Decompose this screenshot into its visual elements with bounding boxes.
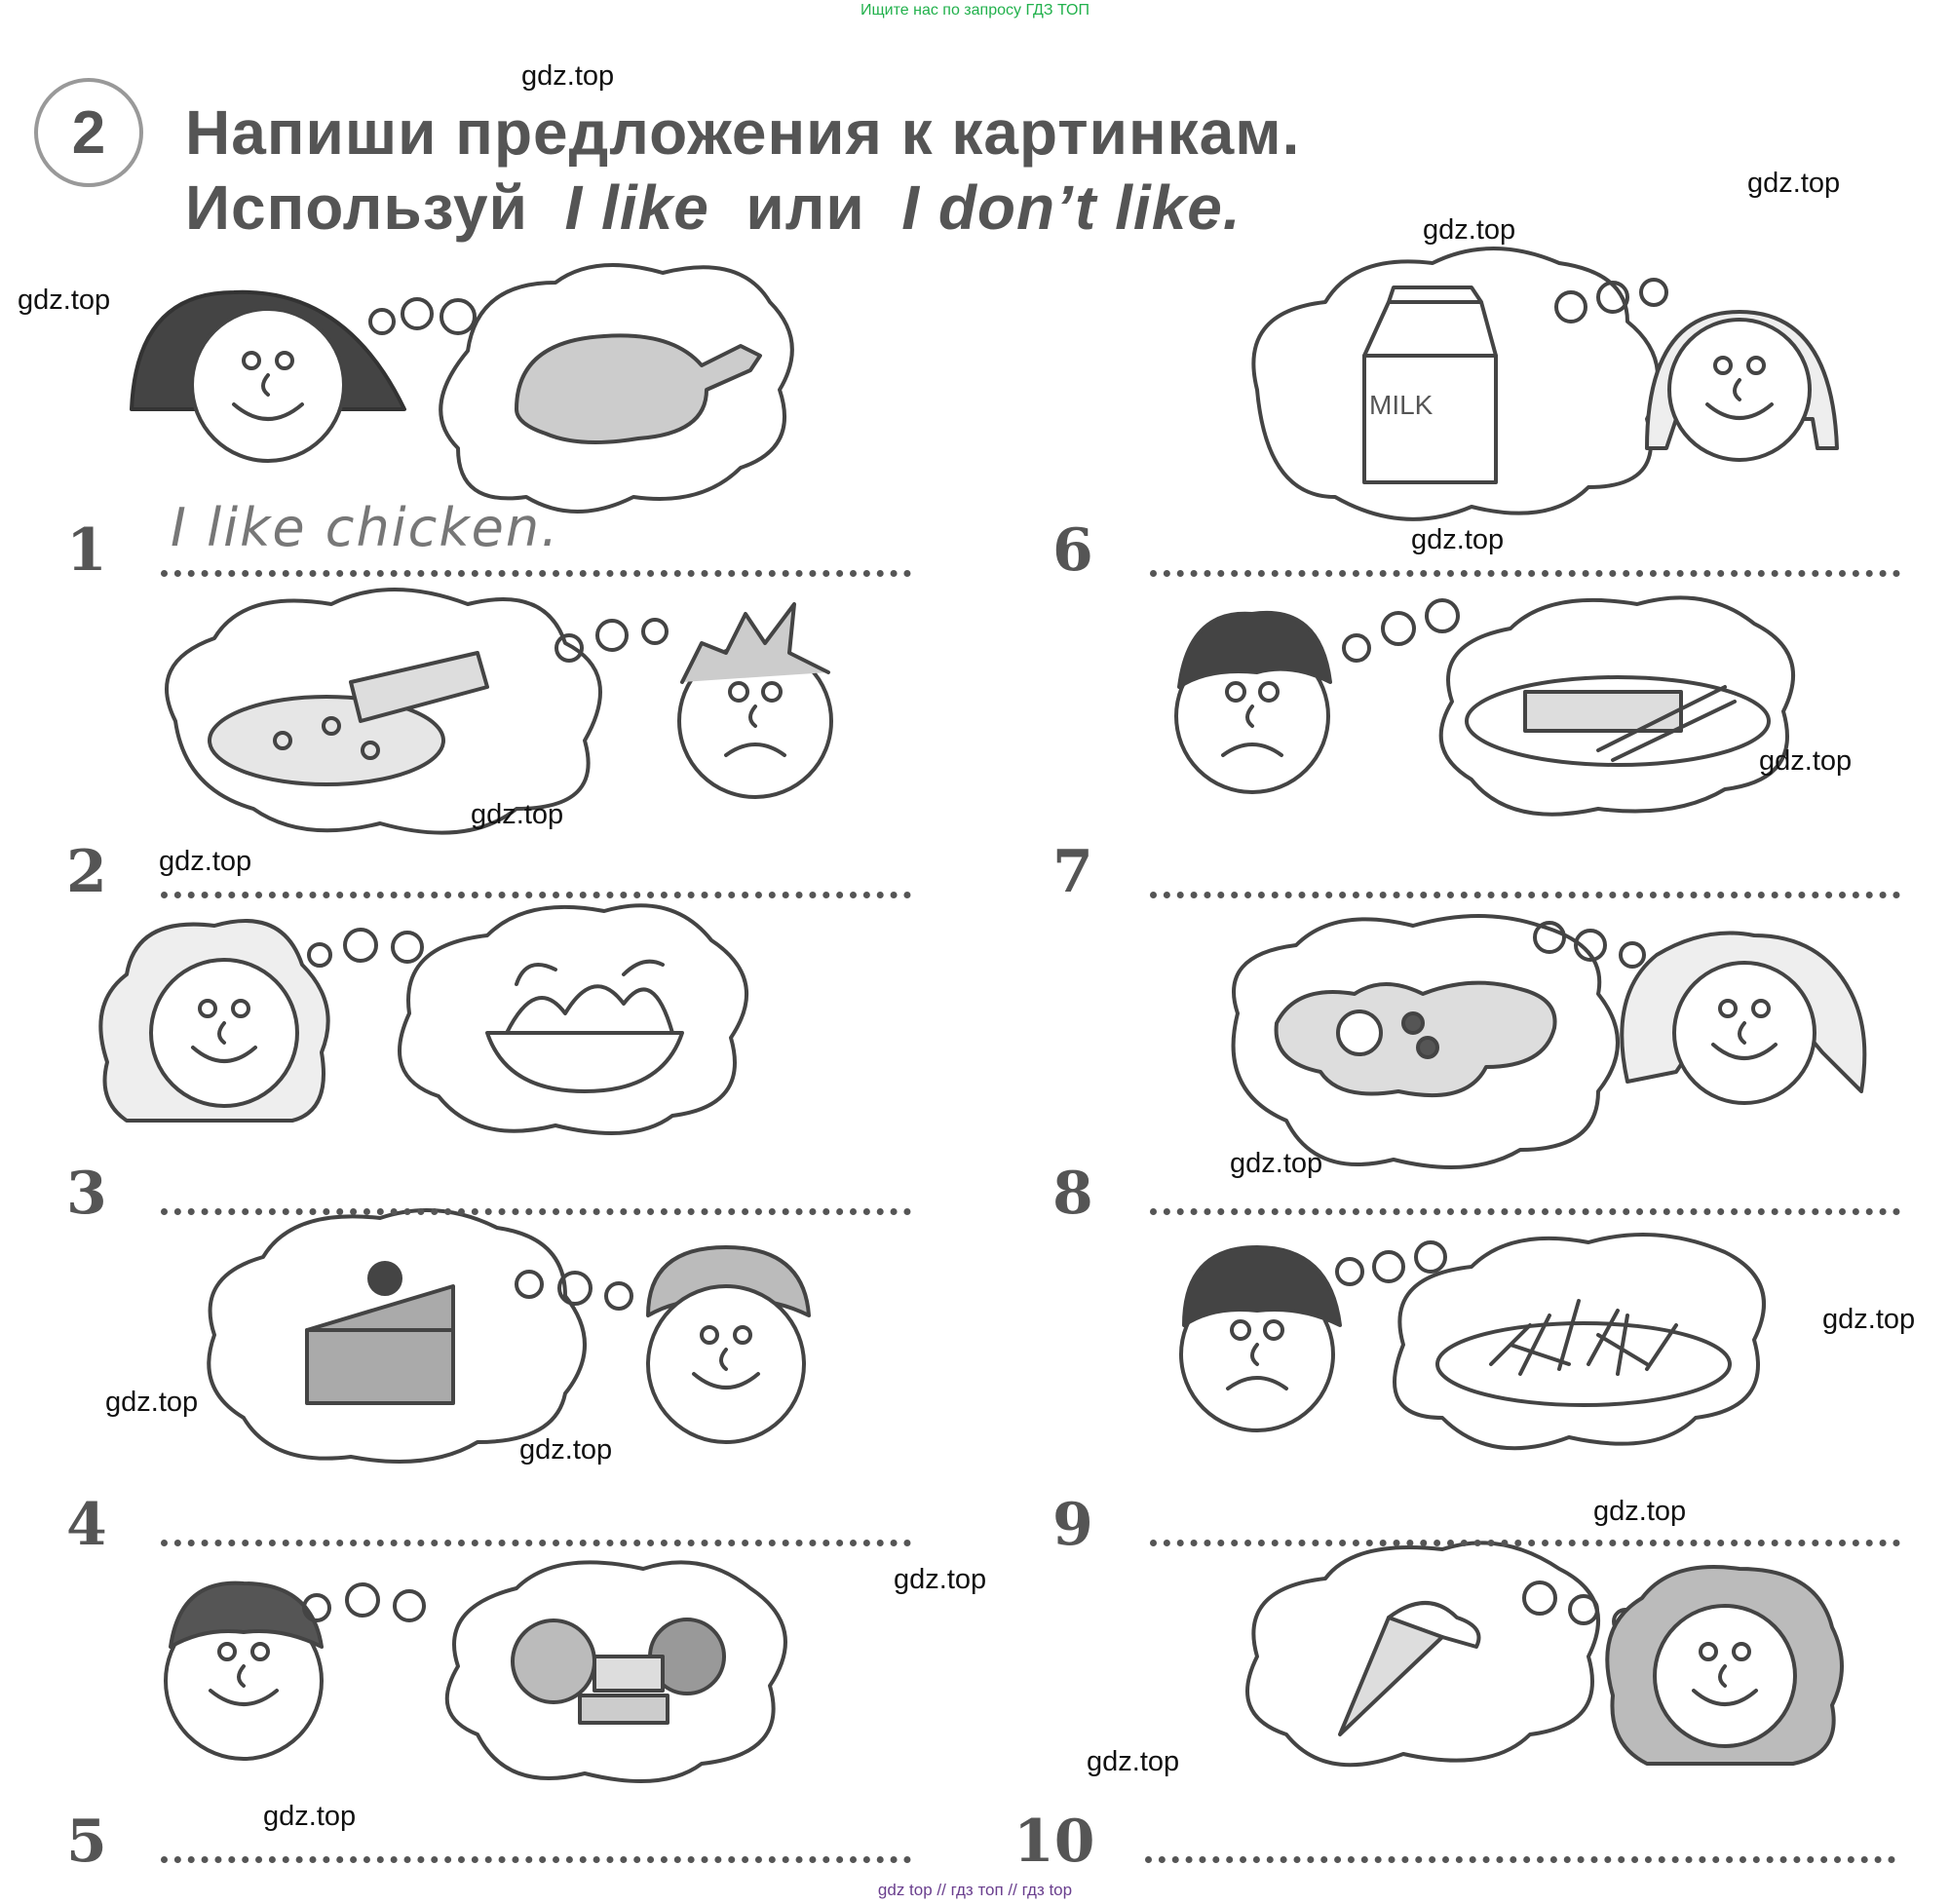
watermark: gdz.top	[1087, 1746, 1180, 1777]
item-2-number: 2	[66, 838, 107, 906]
title-use-word: Используй	[185, 171, 528, 243]
item-2-answer-line[interactable]	[161, 892, 911, 898]
watermark: gdz.top	[159, 846, 252, 877]
watermark: gdz.top	[1411, 524, 1505, 555]
watermark: gdz.top	[1230, 1148, 1323, 1179]
item-7-number: 7	[1052, 838, 1093, 906]
watermark: gdz.top	[519, 1434, 613, 1466]
salad-icon	[1277, 983, 1555, 1096]
plate	[1437, 1323, 1730, 1405]
spaghetti-icon	[487, 1033, 682, 1091]
item-2-illustration	[167, 590, 831, 833]
item-3-answer-line[interactable]	[161, 1208, 911, 1215]
face	[1669, 320, 1810, 460]
watermark: gdz.top	[1423, 214, 1516, 246]
item-10-answer-line[interactable]	[1145, 1856, 1895, 1863]
cake-icon	[307, 1286, 453, 1403]
title-line-1: Напиши предложения к картинкам.	[185, 97, 1301, 168]
watermark: gdz.top	[894, 1564, 987, 1595]
item-5-answer-line[interactable]	[161, 1856, 911, 1863]
item-1-answer: I like chicken.	[171, 497, 560, 558]
item-5-illustration	[166, 1562, 785, 1781]
spiky-hair	[682, 604, 828, 682]
watermark: gdz.top	[1747, 168, 1841, 199]
item-5-number: 5	[66, 1808, 107, 1876]
watermark: gdz.top	[1593, 1496, 1687, 1527]
item-10-number: 10	[1013, 1808, 1095, 1876]
item-1-illustration	[132, 265, 792, 512]
item-6-answer-line[interactable]	[1150, 570, 1900, 577]
item-9-number: 9	[1052, 1491, 1093, 1559]
watermark: gdz.top	[521, 60, 615, 92]
fish-icon	[1525, 692, 1681, 731]
watermark: gdz.top	[18, 285, 111, 316]
top-banner: Ищите нас по запросу ГДЗ ТОП	[860, 2, 1090, 19]
face	[192, 309, 344, 461]
chicken-icon	[516, 335, 760, 442]
watermark: gdz.top	[263, 1801, 357, 1832]
watermark: gdz.top	[1822, 1304, 1916, 1335]
item-7-illustration	[1176, 597, 1793, 814]
ice-cream-icon	[1340, 1618, 1442, 1734]
item-1-answer-line[interactable]	[161, 570, 911, 577]
item-3-illustration	[100, 905, 746, 1133]
watermark: gdz.top	[105, 1387, 199, 1418]
item-6-illustration	[1253, 248, 1837, 519]
watermark: gdz.top	[1759, 745, 1853, 777]
item-9-illustration	[1181, 1235, 1764, 1448]
title-phrase-dont-like: I don’t like.	[901, 171, 1242, 243]
item-3-number: 3	[66, 1160, 107, 1228]
item-9-answer-line[interactable]	[1150, 1540, 1900, 1546]
item-8-answer-line[interactable]	[1150, 1208, 1900, 1215]
face	[151, 960, 297, 1106]
item-1-number: 1	[66, 516, 107, 585]
watermark: gdz.top	[471, 799, 564, 830]
face	[1674, 963, 1815, 1103]
item-7-answer-line[interactable]	[1150, 892, 1900, 898]
face	[648, 1286, 804, 1442]
thought-cloud	[400, 905, 746, 1133]
title-or-word: или	[746, 171, 865, 243]
item-4-number: 4	[66, 1491, 107, 1559]
item-4-illustration	[209, 1210, 809, 1462]
item-6-number: 6	[1052, 516, 1093, 585]
item-10-illustration	[1247, 1542, 1842, 1765]
item-8-illustration	[1234, 916, 1865, 1167]
milk-label: MILK	[1369, 390, 1434, 420]
face	[1655, 1606, 1795, 1746]
exercise-number: 2	[71, 98, 106, 167]
biscuits-icon	[513, 1620, 594, 1702]
thought-bubble	[370, 310, 394, 333]
item-8-number: 8	[1052, 1160, 1093, 1228]
bottom-banner: gdz top // гдз топ // гдз top	[877, 1881, 1073, 1899]
item-4-answer-line[interactable]	[161, 1540, 911, 1546]
title-phrase-like: I like	[564, 171, 709, 243]
